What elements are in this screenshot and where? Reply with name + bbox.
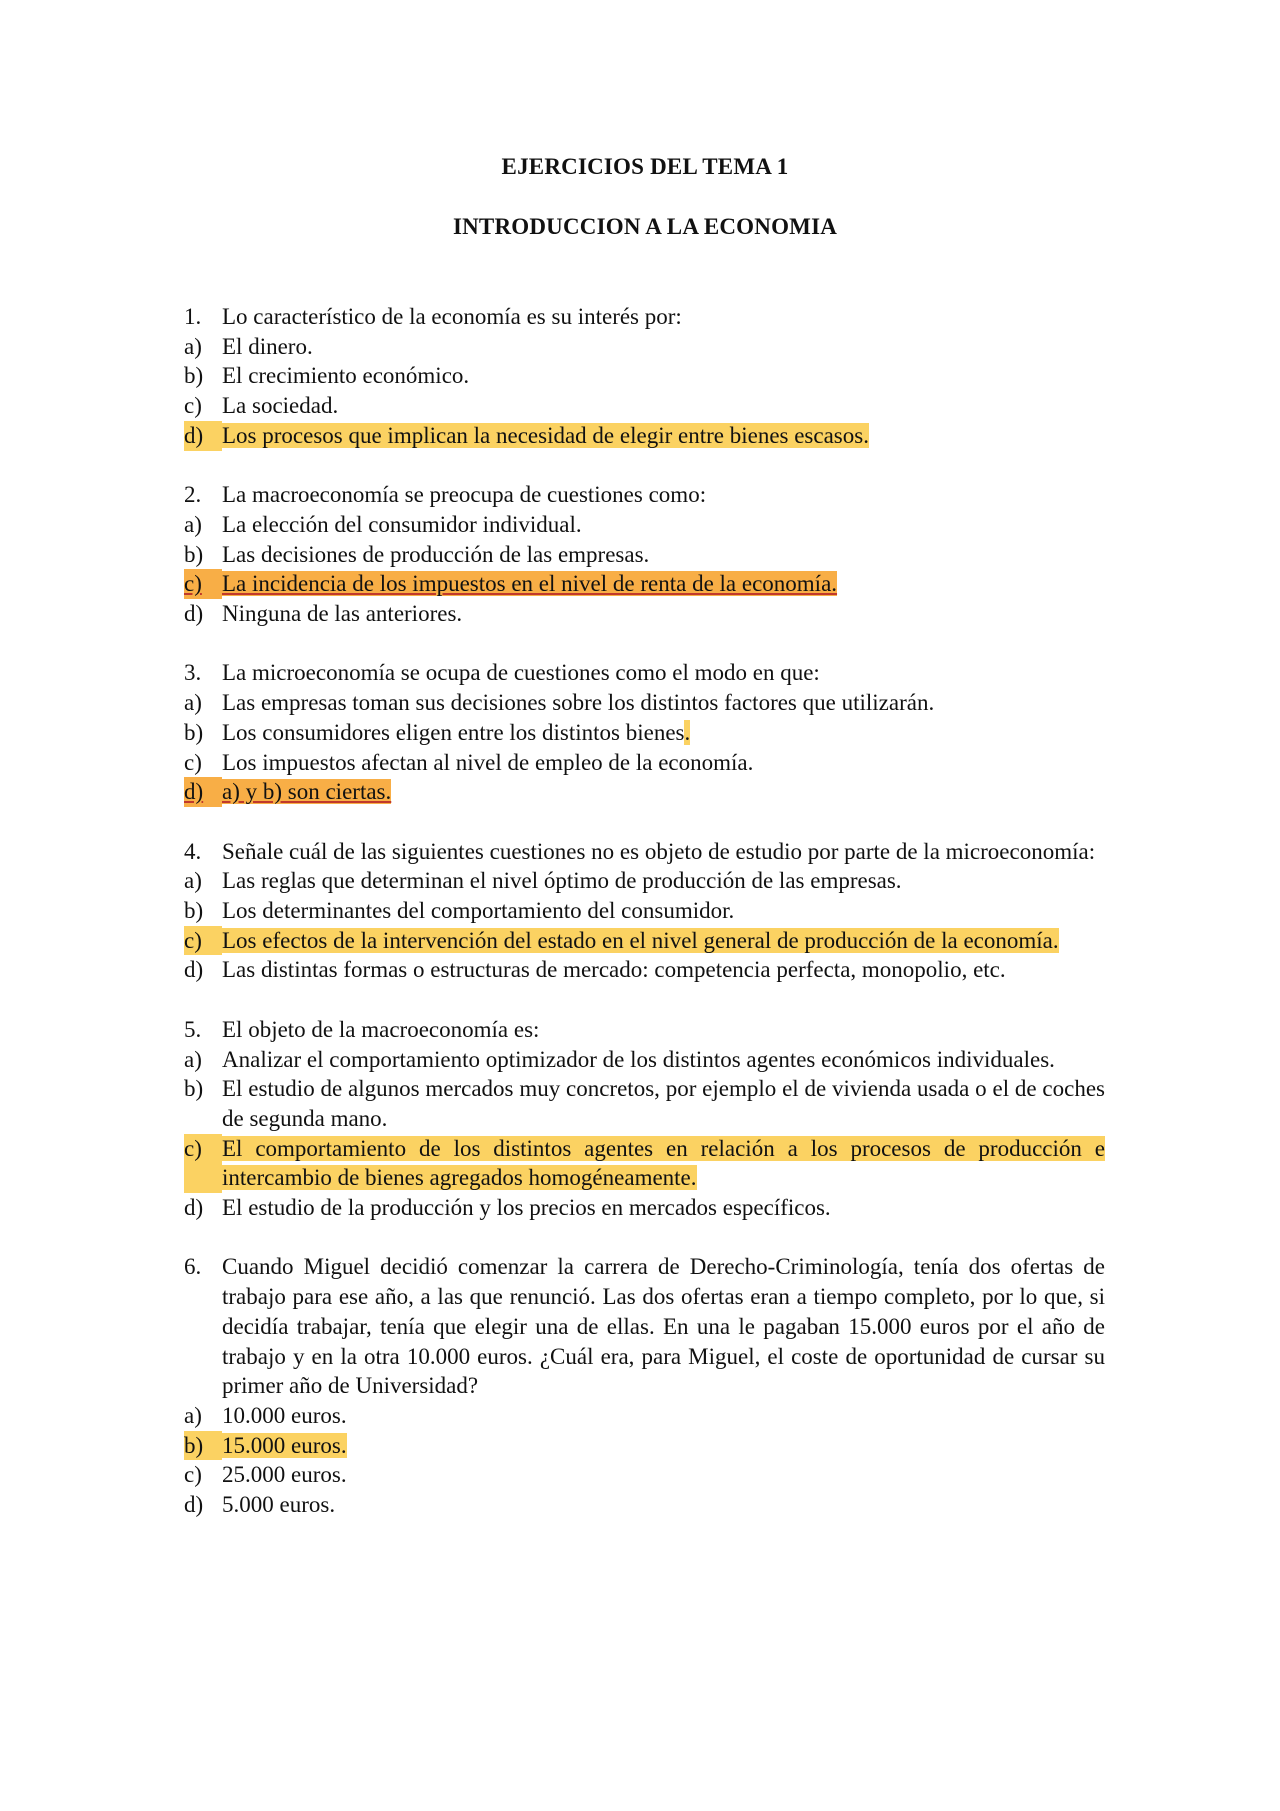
option-label: a): [184, 511, 202, 537]
question-stem: [184, 1015, 1105, 1045]
option-d: [184, 1193, 1105, 1223]
question-3: [184, 658, 1105, 807]
option-d-highlighted: [184, 777, 1105, 807]
question-text: Cuando Miguel decidió comenzar la carrera de Derecho-Criminología, tenía dos ofertas de trabajo para ese año, a las que renunció. Las dos ofertas eran a tiempo completo, por lo que, si decidía trabajar, tenía que elegir una de ellas. En una le pagaban 15.000 euros por el año de trabajo y en la otra 10.000 euros. ¿Cuál era, para Miguel, el coste de oportunidad de cursar su primer año de Universidad?: [222, 1254, 1105, 1399]
question-1: [184, 302, 1105, 451]
question-text: La macroeconomía se preocupa de cuestiones como:: [222, 482, 707, 508]
option-a: [184, 1401, 1105, 1431]
option-label: a): [184, 868, 202, 894]
option-c-highlighted: [184, 926, 1105, 956]
option-b: [184, 896, 1105, 926]
question-number: 5.: [184, 1016, 202, 1042]
option-label: d): [184, 1195, 204, 1221]
exercise-list: [184, 302, 1105, 1549]
option-d: [184, 599, 1105, 629]
option-text: El estudio de la producción y los precios en mercados específicos.: [222, 1195, 831, 1221]
option-label: d): [184, 601, 204, 627]
option-b-highlighted: [184, 1431, 1105, 1461]
option-text: Las decisiones de producción de las empresas.: [222, 541, 650, 567]
option-a: [184, 688, 1105, 718]
option-label: d): [184, 421, 222, 451]
question-text: La microeconomía se ocupa de cuestiones como el modo en que:: [222, 660, 820, 686]
option-a: [184, 1045, 1105, 1075]
question-text: Lo característico de la economía es su interés por:: [222, 304, 682, 329]
question-stem: [184, 480, 1105, 510]
question-6: [184, 1252, 1105, 1519]
option-label: b): [184, 719, 204, 745]
option-label: d): [184, 957, 204, 983]
option-text: Analizar el comportamiento optimizador de los distintos agentes económicos individuales.: [222, 1046, 1055, 1072]
question-text: El objeto de la macroeconomía es:: [222, 1016, 540, 1042]
option-d-highlighted: [184, 421, 1105, 451]
option-text: El comportamiento de los distintos agentes en relación a los procesos de producción e intercambio de bienes agregados homogéneamente.: [222, 1135, 1105, 1191]
option-label: c): [184, 569, 222, 599]
option-text: La elección del consumidor individual.: [222, 511, 582, 537]
option-a: [184, 866, 1105, 896]
option-c-highlighted: [184, 1134, 1105, 1193]
option-text: Ninguna de las anteriores.: [222, 601, 463, 627]
question-4: [184, 837, 1105, 986]
option-text: 25.000 euros.: [222, 1462, 347, 1488]
option-label: b): [184, 541, 204, 567]
option-b: [184, 361, 1105, 391]
question-number: 4.: [184, 838, 202, 864]
option-label: d): [184, 777, 222, 807]
question-2: [184, 480, 1105, 629]
option-label: a): [184, 690, 202, 716]
option-b: [184, 540, 1105, 570]
option-label: c): [184, 1134, 222, 1193]
option-text: El estudio de algunos mercados muy concretos, por ejemplo el de vivienda usada o el de coches de segunda mano.: [222, 1076, 1105, 1131]
option-c: [184, 1460, 1105, 1490]
question-5: [184, 1015, 1105, 1223]
option-text: Las empresas toman sus decisiones sobre los distintos factores que utilizarán.: [222, 690, 935, 716]
option-label: a): [184, 1046, 202, 1072]
option-text: Los procesos que implican la necesidad de elegir entre bienes escasos.: [222, 422, 869, 448]
option-label: c): [184, 749, 202, 775]
option-b: [184, 718, 1105, 748]
question-number: 6.: [184, 1254, 202, 1280]
question-number: 1.: [184, 304, 202, 329]
question-number: 2.: [184, 482, 202, 508]
option-label: c): [184, 926, 222, 956]
option-label: b): [184, 1076, 204, 1102]
option-a: [184, 510, 1105, 540]
option-text: 10.000 euros.: [222, 1402, 347, 1428]
option-label: b): [184, 898, 204, 924]
option-text: Los impuestos afectan al nivel de empleo de la economía.: [222, 749, 754, 775]
option-label: b): [184, 363, 204, 389]
option-text: Los consumidores eligen entre los distintos bienes: [222, 719, 685, 745]
option-text: Los determinantes del comportamiento del consumidor.: [222, 898, 735, 924]
option-label: a): [184, 1402, 202, 1428]
option-text: 5.000 euros.: [222, 1492, 336, 1518]
option-text: a) y b) son ciertas.: [222, 779, 392, 805]
document-title: EJERCICIOS DEL TEMA 1: [501, 154, 789, 179]
option-c-highlighted: [184, 569, 1105, 599]
question-number: 3.: [184, 660, 202, 686]
option-label: d): [184, 1492, 204, 1518]
option-text: La incidencia de los impuestos en el nivel de renta de la economía.: [222, 571, 838, 597]
question-stem: [184, 302, 1105, 332]
option-label: c): [184, 1462, 202, 1488]
option-a: [184, 332, 1105, 362]
question-stem: [184, 658, 1105, 688]
option-b: [184, 1074, 1105, 1133]
option-text: El dinero.: [222, 333, 313, 359]
option-text: Las reglas que determinan el nivel óptimo de producción de las empresas.: [222, 868, 902, 894]
option-text: 15.000 euros.: [222, 1432, 347, 1458]
option-d: [184, 955, 1105, 985]
option-text: Las distintas formas o estructuras de mercado: competencia perfecta, monopolio, etc.: [222, 957, 1006, 983]
option-d: [184, 1490, 1105, 1520]
document-subtitle: INTRODUCCION A LA ECONOMIA: [452, 214, 838, 239]
option-label: c): [184, 393, 202, 419]
option-c: [184, 748, 1105, 778]
option-text: La sociedad.: [222, 393, 339, 419]
highlight-mark: .: [684, 719, 691, 745]
question-stem: [184, 1252, 1105, 1401]
option-label: b): [184, 1431, 222, 1461]
option-label: a): [184, 333, 202, 359]
question-text: Señale cuál de las siguientes cuestiones no es objeto de estudio por parte de la microeconomía:: [222, 838, 1096, 864]
question-stem: [184, 837, 1105, 867]
option-c: [184, 391, 1105, 421]
option-text: El crecimiento económico.: [222, 363, 470, 389]
option-text: Los efectos de la intervención del estado en el nivel general de producción de la economía.: [222, 927, 1059, 953]
